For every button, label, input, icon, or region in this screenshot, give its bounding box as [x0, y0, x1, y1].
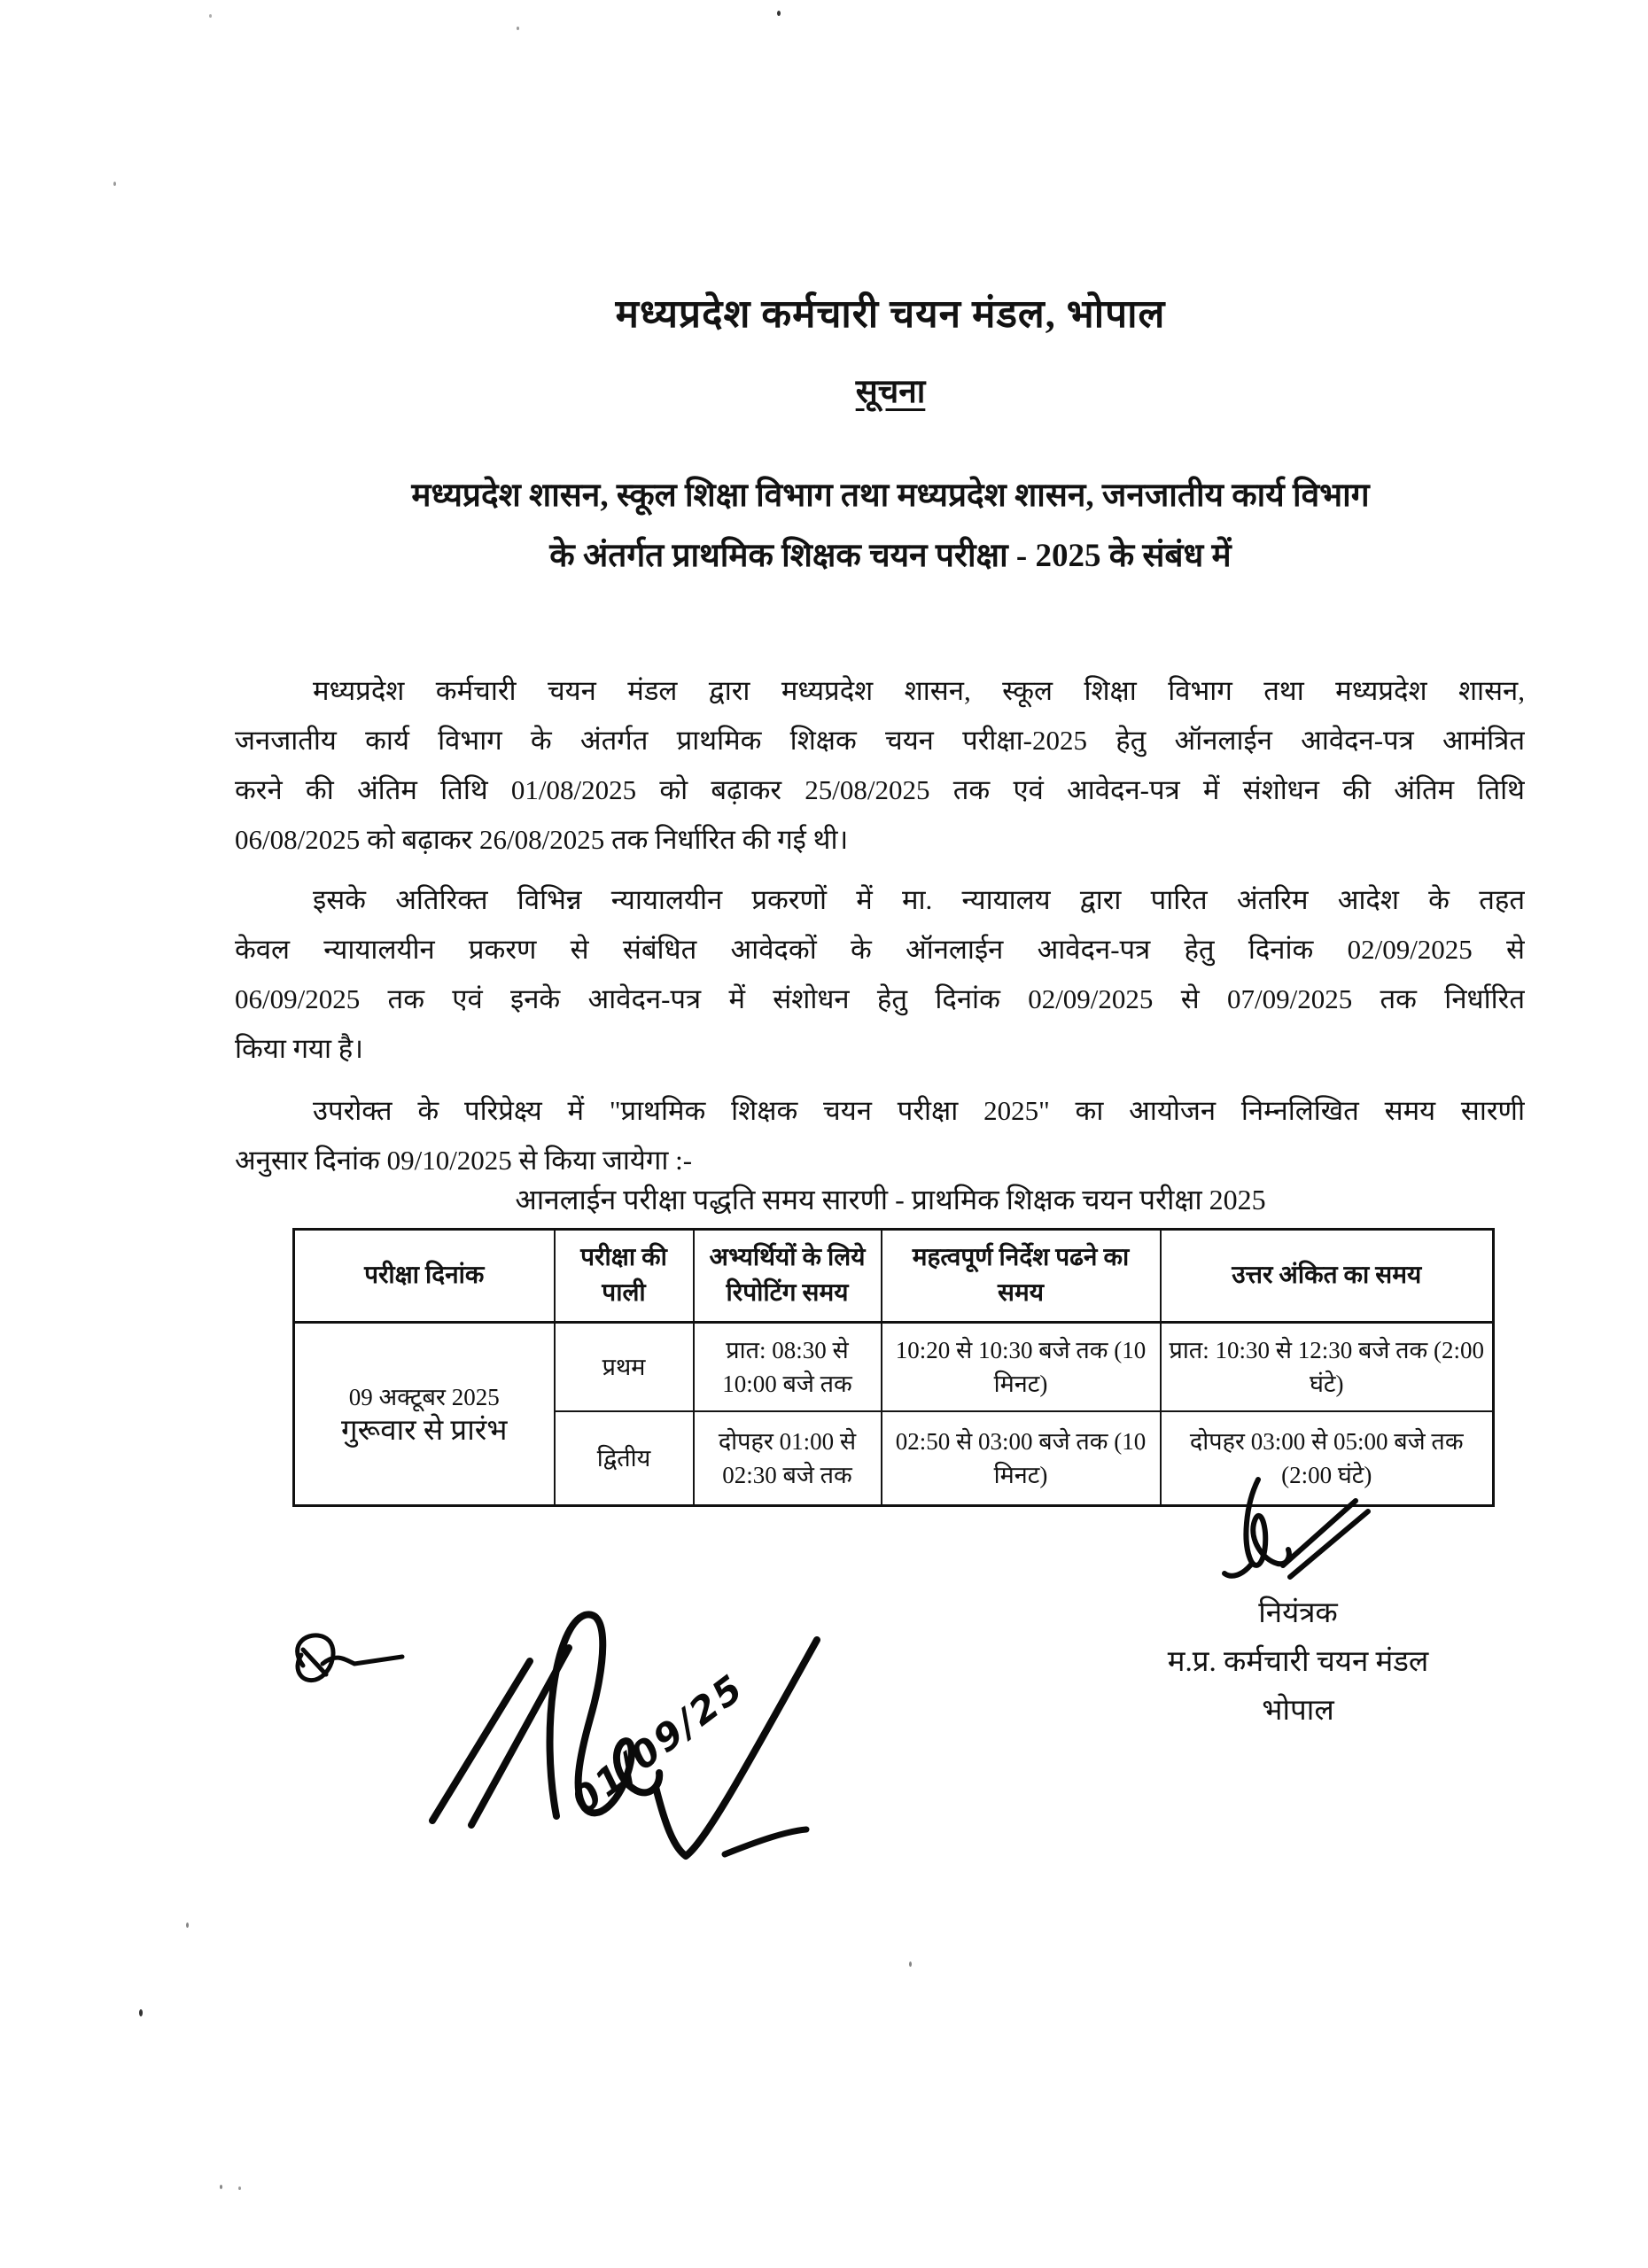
cell-shift-1: प्रथम — [555, 1323, 694, 1412]
signatory-designation: नियंत्रक — [1258, 1597, 1338, 1629]
scan-speck — [909, 1961, 912, 1967]
paragraph-3-line-1: उपरोक्त के परिप्रेक्ष्य में "प्राथमिक शिक्षक चयन परीक्षा 2025" का आयोजन निम्नलिखित समय सारणी — [313, 1095, 1525, 1126]
table-row-shift-1 — [294, 1323, 1494, 1412]
scan-speck — [238, 2186, 241, 2190]
table-caption: आनलाईन परीक्षा पद्धति समय सारणी - प्राथमिक शिक्षक चयन परीक्षा 2025 — [515, 1184, 1266, 1216]
header-instructions-time: महत्वपूर्ण निर्देश पढने का समय — [882, 1230, 1161, 1323]
scan-speck — [517, 27, 519, 30]
subject-line-1: मध्यप्रदेश शासन, स्कूल शिक्षा विभाग तथा मध्यप्रदेश शासन, जनजातीय कार्य विभाग — [411, 478, 1370, 514]
paragraph-1-line-3: करने की अंतिम तिथि 01/08/2025 को बढ़ाकर 25/08/2025 तक एवं आवेदन-पत्र में संशोधन की अंतिम तिथि — [235, 774, 1525, 805]
signatory-organization: म.प्र. कर्मचारी चयन मंडल — [1167, 1646, 1429, 1678]
org-title: मध्यप्रदेश कर्मचारी चयन मंडल, भोपाल — [615, 292, 1166, 336]
exam-schedule-table — [292, 1228, 1495, 1507]
paragraph-2-line-2: केवल न्यायालयीन प्रकरण से संबंधित आवेदकों के ऑनलाईन आवेदन-पत्र हेतु दिनांक 02/09/2025 से — [235, 934, 1525, 965]
notice-heading — [235, 367, 1546, 412]
paragraph-2 — [235, 875, 1525, 1074]
signatory-place: भोपाल — [1262, 1695, 1334, 1727]
subject-heading — [235, 466, 1546, 586]
scan-speck — [777, 11, 781, 16]
exam-date-line-1: 09 अक्टूबर 2025 — [348, 1384, 500, 1410]
cell-shift-1-instructions: 10:20 से 10:30 बजे तक (10 मिनट) — [882, 1323, 1161, 1412]
scan-speck — [113, 182, 116, 186]
paragraph-2-line-3: 06/09/2025 तक एवं इनके आवेदन-पत्र में संशोधन हेतु दिनांक 02/09/2025 से 07/09/2025 तक निर्धारित — [235, 983, 1525, 1014]
header-reporting-time: अभ्यर्थियों के लिये रिपोटिंग समय — [694, 1230, 882, 1323]
handwritten-date: 01/09/25 — [564, 1665, 753, 1823]
exam-date-line-2: गुरूवार से प्रारंभ — [341, 1415, 508, 1447]
exam-schedule-table-wrap — [292, 1228, 1492, 1507]
officer-initials-signature-icon — [276, 1628, 409, 1704]
scan-speck — [186, 1922, 189, 1928]
cell-shift-2-reporting: दोपहर 01:00 से 02:30 बजे तक — [694, 1411, 882, 1506]
subject-line-2: के अंतर्गत प्राथमिक शिक्षक चयन परीक्षा - 2025 के संबंध में — [549, 538, 1232, 574]
header-exam-date: परीक्षा दिनांक — [294, 1230, 555, 1323]
cell-shift-2-answer: दोपहर 03:00 से 05:00 बजे तक (2:00 घंटे) — [1161, 1411, 1494, 1506]
cell-shift-1-reporting: प्रात: 08:30 से 10:00 बजे तक — [694, 1323, 882, 1412]
cell-exam-date — [294, 1323, 555, 1506]
cell-shift-1-answer: प्रात: 10:30 से 12:30 बजे तक (2:00 घंटे) — [1161, 1323, 1494, 1412]
approval-signature-icon — [416, 1555, 824, 1909]
paragraph-1 — [235, 666, 1525, 865]
table-header-row — [294, 1230, 1494, 1323]
paragraph-1-line-2: जनजातीय कार्य विभाग के अंतर्गत प्राथमिक शिक्षक चयन परीक्षा-2025 हेतु ऑनलाईन आवेदन-पत्र आमंत्रित — [235, 725, 1525, 756]
paragraph-1-line-4: 06/08/2025 को बढ़ाकर 26/08/2025 तक निर्धारित की गई थी। — [235, 824, 849, 855]
scan-speck — [220, 2185, 222, 2189]
controller-signature-icon — [1207, 1476, 1393, 1591]
paragraph-2-line-1: इसके अतिरिक्त विभिन्न न्यायालयीन प्रकरणों में मा. न्यायालय द्वारा पारित अंतरिम आदेश के तहत — [313, 884, 1525, 915]
signature-block — [1112, 1589, 1484, 1736]
scan-speck — [139, 2009, 143, 2016]
header-shift: परीक्षा की पाली — [555, 1230, 694, 1323]
cell-shift-2-instructions: 02:50 से 03:00 बजे तक (10 मिनट) — [882, 1411, 1161, 1506]
cell-shift-2: द्वितीय — [555, 1411, 694, 1506]
paragraph-2-line-4: किया गया है। — [235, 1033, 364, 1064]
header-answer-time: उत्तर अंकित का समय — [1161, 1230, 1494, 1323]
notice-heading-text: सूचना — [855, 374, 926, 410]
paragraph-1-line-1: मध्यप्रदेश कर्मचारी चयन मंडल द्वारा मध्यप्रदेश शासन, स्कूल शिक्षा विभाग तथा मध्यप्रदेश शासन, — [313, 675, 1525, 706]
scan-speck — [209, 14, 212, 18]
paragraph-3-line-2: अनुसार दिनांक 09/10/2025 से किया जायेगा :- — [235, 1145, 693, 1176]
paragraph-3 — [235, 1086, 1525, 1185]
